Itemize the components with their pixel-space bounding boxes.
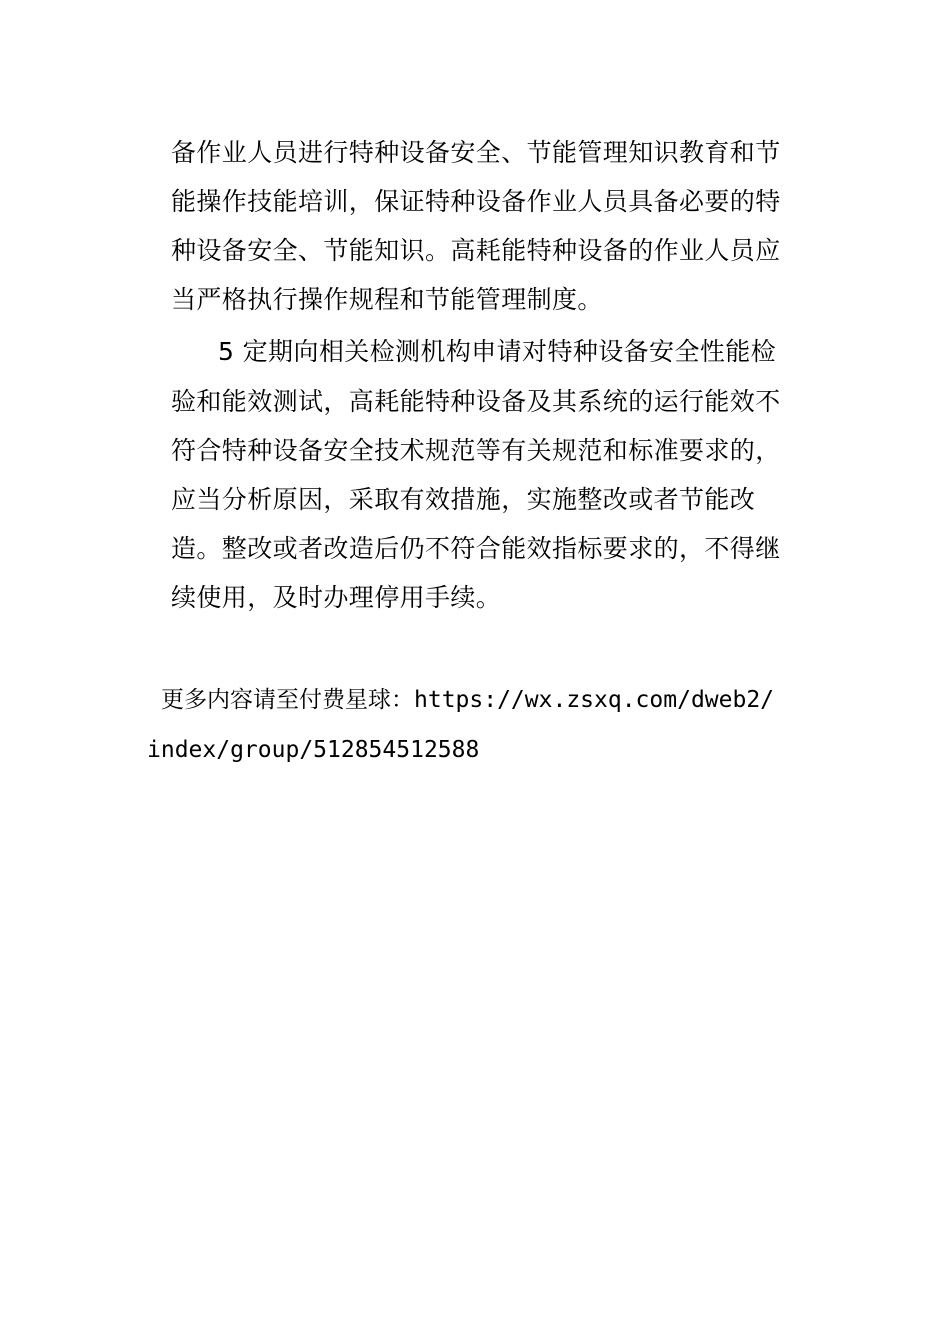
- paragraph-line: 种设备安全、节能知识。高耗能特种设备的作业人员应: [171, 236, 781, 265]
- paragraph-line: 5 定期向相关检测机构申请对特种设备安全性能检: [218, 337, 777, 366]
- paragraph-line: 符合特种设备安全技术规范等有关规范和标准要求的，: [171, 436, 781, 465]
- paragraph-line: 应当分析原因，采取有效措施，实施整改或者节能改: [171, 485, 756, 514]
- footer-line-2: index/group/512854512588: [147, 737, 480, 763]
- paragraph-line: 续使用，及时办理停用手续。: [171, 583, 502, 612]
- footer-line-1: 更多内容请至付费星球：https://wx.zsxq.com/dweb2/: [161, 687, 775, 713]
- paragraph-line: 验和能效测试，高耗能特种设备及其系统的运行能效不: [171, 387, 781, 416]
- paragraph-line: 当严格执行操作规程和节能管理制度。: [171, 285, 603, 314]
- paragraph-line: 备作业人员进行特种设备安全、节能管理知识教育和节: [171, 138, 781, 167]
- paragraph-line: 造。整改或者改造后仍不符合能效指标要求的，不得继: [171, 534, 781, 563]
- paragraph-line: 能操作技能培训，保证特种设备作业人员具备必要的特: [171, 187, 781, 216]
